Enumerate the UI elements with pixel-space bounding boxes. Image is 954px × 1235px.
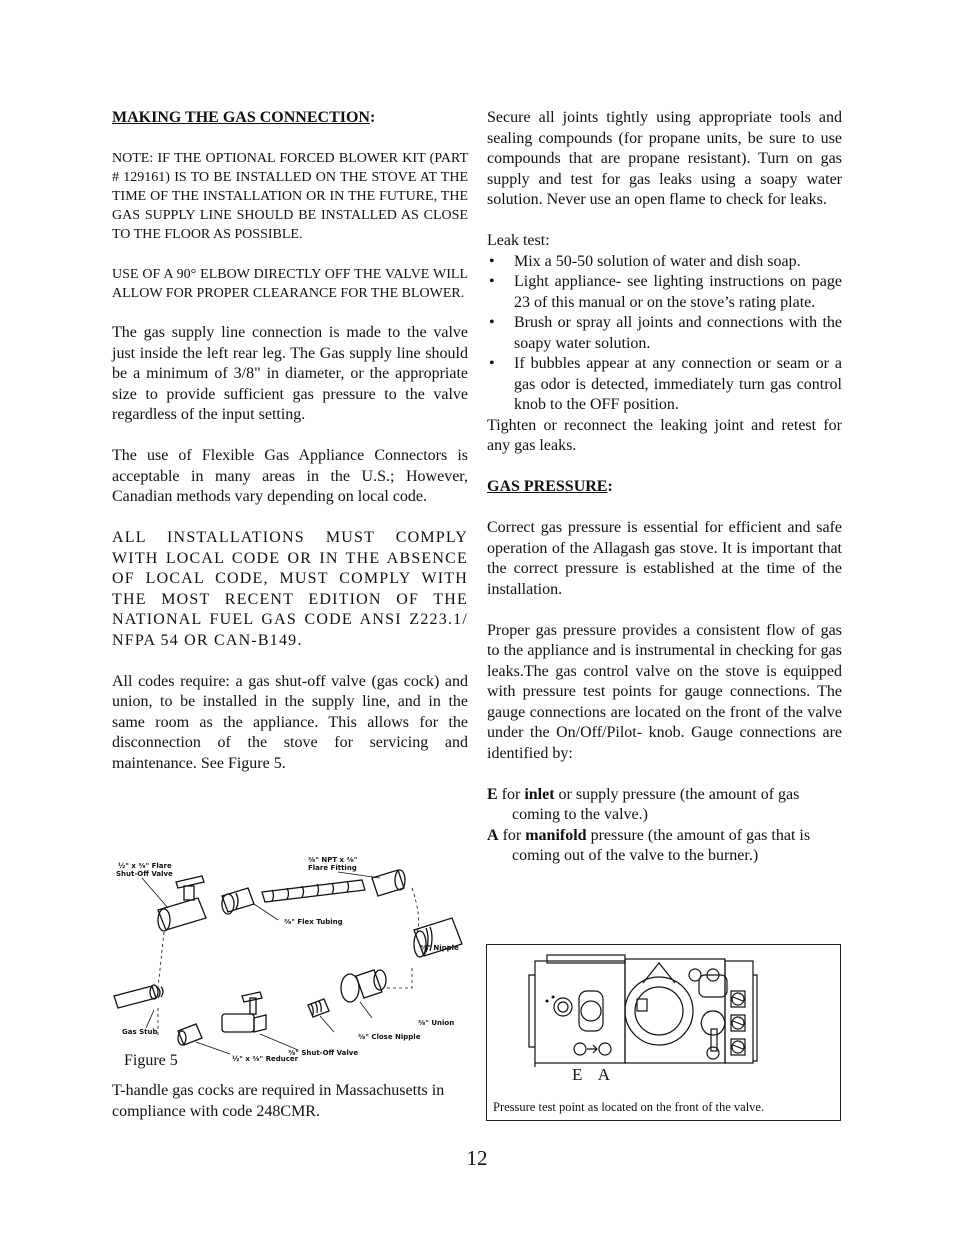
flex-connector-paragraph: The use of Flexible Gas Appliance Connectors is acceptable in many areas in the U.S.; However, Canadian methods vary depending on local code. — [112, 447, 468, 505]
supply-line-paragraph: The gas supply line connection is made to the valve just inside the left rear leg. The Gas supply line should be a minimum of 3/8" in diameter, or the appropriate size to provide sufficient gas pressure to the valve regardless of the input setting. — [112, 324, 468, 423]
list-item: • If bubbles appear at any connection or seam or a gas odor is detected, immediately turn gas control knob to the OFF position. — [487, 354, 842, 416]
label-flex-tubing: ⅜" Flex Tubing — [284, 918, 343, 926]
label-npt-flare-2: Flare Fitting — [308, 864, 357, 872]
label-close-nipple: ⅜" Close Nipple — [358, 1033, 421, 1041]
manifold-definition: A for manifold pressure (the amount of gas that is coming out of the valve to the burner.) — [487, 826, 811, 864]
figure-5-gas-line-diagram — [112, 848, 472, 1078]
shutoff-requirement-paragraph: All codes require: a gas shut-off valve (gas cock) and union, to be installed in the supply line, and in the same room as the appliance. This allows for the disconnection of the stove for servicing and maintenance. See Figure 5. — [112, 672, 468, 772]
secure-joints-paragraph: Secure all joints tightly using appropriate tools and sealing compounds (for propane units, be sure to use compounds that are propane resistant). Turn on gas supply and test for gas leaks using a soapy water solution. Never use an open flame to check for leaks. — [487, 109, 842, 208]
label-shutoff-valve: ⅜" Shut-Off Valve — [288, 1049, 359, 1057]
left-column — [112, 108, 468, 774]
label-gas-stub: Gas Stub — [122, 1028, 158, 1036]
list-item: • Mix a 50-50 solution of water and dish soap. — [487, 252, 842, 273]
section-heading-gas-pressure: GAS PRESSURE: — [487, 478, 613, 495]
label-reducer: ½" x ⅜" Reducer — [232, 1055, 299, 1063]
label-union: ⅜" Union — [418, 1019, 455, 1027]
proper-pressure-paragraph: Proper gas pressure provides a consistent flow of gas to the appliance and is instrumental in checking for gas leaks.The gas control valve on the stove is equipped with pressure test points for gauge connections. The gauge connections are located on the front of the valve under the On/Off/Pilot- knob. Gauge connections are identified by: — [487, 621, 842, 762]
list-item: • Brush or spray all joints and connections with the soapy water solution. — [487, 313, 842, 354]
code-compliance-paragraph: ALL INSTALLATIONS MUST COMPLY WITH LOCAL CODE OR IN THE ABSENCE OF LOCAL CODE, MUST COMPLY WITH THE MOST RECENT EDITION OF THE NATIONAL FUEL GAS CODE ANSI Z223.1/ NFPA 54 OR CAN-B149. — [112, 529, 468, 649]
label-npt-flare-1: ⅜" NPT x ⅜" — [308, 856, 358, 864]
massachusetts-note: T-handle gas cocks are required in Massachusetts in compliance with code 248CMR. — [112, 1082, 445, 1120]
valve-caption: Pressure test point as located on the front of the valve. — [493, 1100, 765, 1114]
leak-test-label: Leak test: — [487, 232, 550, 249]
figure-5-caption: Figure 5 — [124, 1052, 178, 1069]
gas-valve-drawing — [487, 945, 840, 1120]
page-number: 12 — [466, 1146, 488, 1170]
retest-paragraph: Tighten or reconnect the leaking joint and retest for any gas leaks. — [487, 416, 842, 454]
valve-ea-label: E A — [572, 1065, 616, 1084]
leak-test-list — [487, 252, 842, 416]
inlet-definition: E for inlet or supply pressure (the amount of gas coming to the valve.) — [487, 785, 800, 823]
section-heading-gas-connection: MAKING THE GAS CONNECTION: — [112, 109, 376, 126]
blower-kit-note: NOTE: IF THE OPTIONAL FORCED BLOWER KIT (PART # 129161) IS TO BE INSTALLED ON THE STOVE AT THE TIME OF THE INSTALLATION OR IN THE FUTURE, THE GAS SUPPLY LINE SHOULD BE INSTALLED AS CLOSE TO THE FLOOR AS POSSIBLE. — [112, 151, 468, 242]
correct-pressure-paragraph: Correct gas pressure is essential for efficient and safe operation of the Allagash gas stove. It is important that the correct pressure is established at the time of the installation. — [487, 519, 842, 598]
label-flare-shutoff-2: Shut-Off Valve — [116, 870, 173, 878]
list-item: • Light appliance- see lighting instructions on page 23 of this manual or on the stove’s rating plate. — [487, 272, 842, 313]
elbow-note: USE OF A 90° ELBOW DIRECTLY OFF THE VALVE WILL ALLOW FOR PROPER CLEARANCE FOR THE BLOWER. — [112, 266, 468, 301]
label-nipple: ⅜" Nipple — [420, 944, 459, 952]
right-column — [487, 108, 842, 867]
valve-figure-box — [486, 944, 841, 1121]
label-flare-shutoff-1: ½" x ⅜" Flare — [118, 862, 172, 870]
